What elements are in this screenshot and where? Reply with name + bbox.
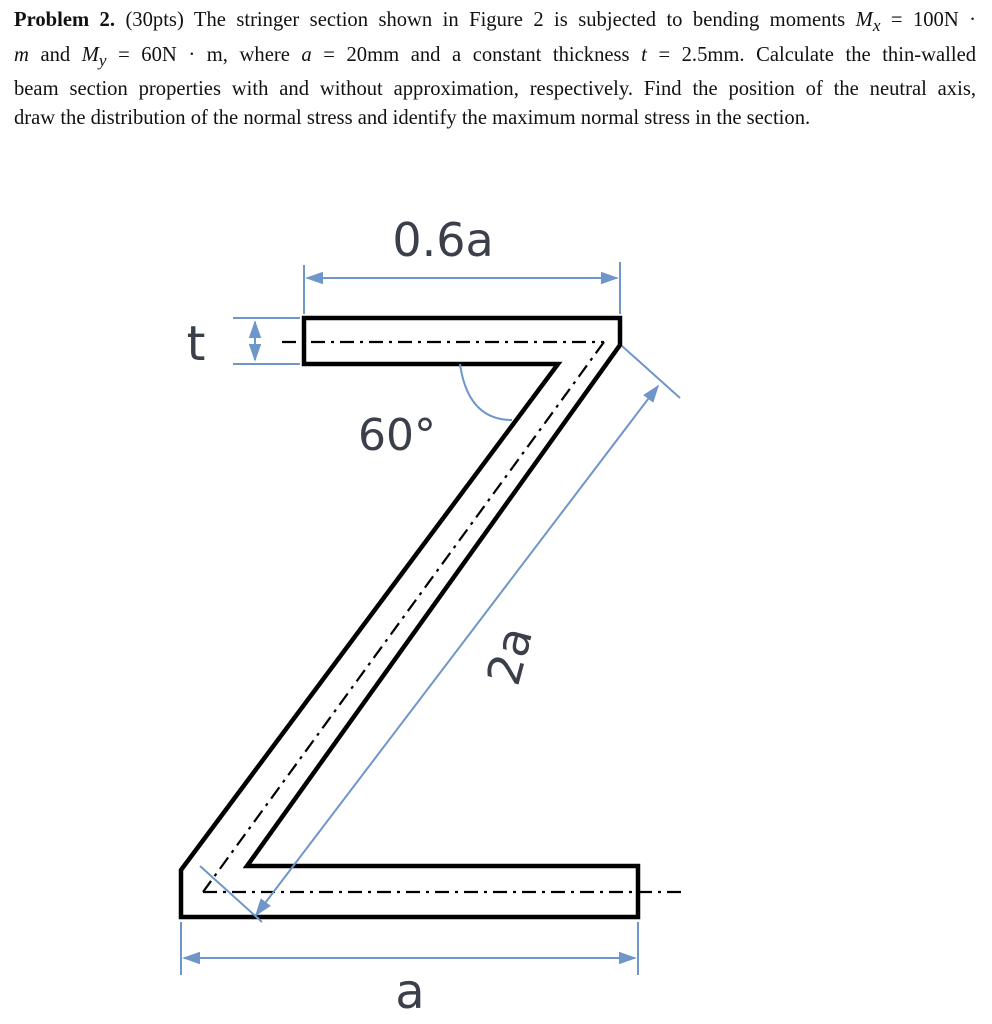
a-symbol: a <box>301 43 312 66</box>
centerline <box>203 342 684 892</box>
web-length-dimension <box>200 346 680 922</box>
problem-intro: The stringer section shown in Figure 2 is subjected to bending moments <box>193 9 846 31</box>
thickness-text: and a constant thickness <box>410 43 630 66</box>
calc-text: Calculate the thin-walled <box>756 43 977 66</box>
web-length-label: 2a <box>476 621 544 691</box>
top-width-label: 0.6a <box>392 213 494 267</box>
mx-value: = 100N · <box>890 9 977 31</box>
web-length-dimension-line <box>256 386 658 915</box>
angle-arc <box>460 364 512 420</box>
my-value: = 60N · m, <box>118 43 228 66</box>
and-text: and <box>40 43 71 66</box>
bottom-width-label: a <box>395 964 425 1020</box>
thickness-label: t <box>186 316 206 372</box>
where-text: where <box>239 43 290 66</box>
problem-line-3: beam section properties with and without approximation, respectively. Find the position of the neutral axis, <box>14 78 976 101</box>
my-subscript: y <box>98 50 107 70</box>
a-value: = 20mm <box>323 43 400 66</box>
mx-symbol: M <box>855 9 873 31</box>
mx-subscript: x <box>872 16 881 36</box>
problem-line-4: draw the distribution of the normal stress and identify the maximum normal stress in the section. <box>14 106 811 129</box>
mx-unit-m: m <box>14 43 29 66</box>
my-symbol: M <box>81 43 99 66</box>
problem-label: Problem 2. <box>14 9 115 31</box>
top-width-dimension <box>304 262 620 314</box>
t-symbol: t <box>641 43 647 66</box>
web-length-extension-bottom <box>200 866 262 922</box>
web-length-extension-top <box>622 346 680 398</box>
angle-label: 60° <box>358 410 436 461</box>
problem-points: (30pts) <box>125 9 184 31</box>
t-value: = 2.5mm. <box>658 43 745 66</box>
